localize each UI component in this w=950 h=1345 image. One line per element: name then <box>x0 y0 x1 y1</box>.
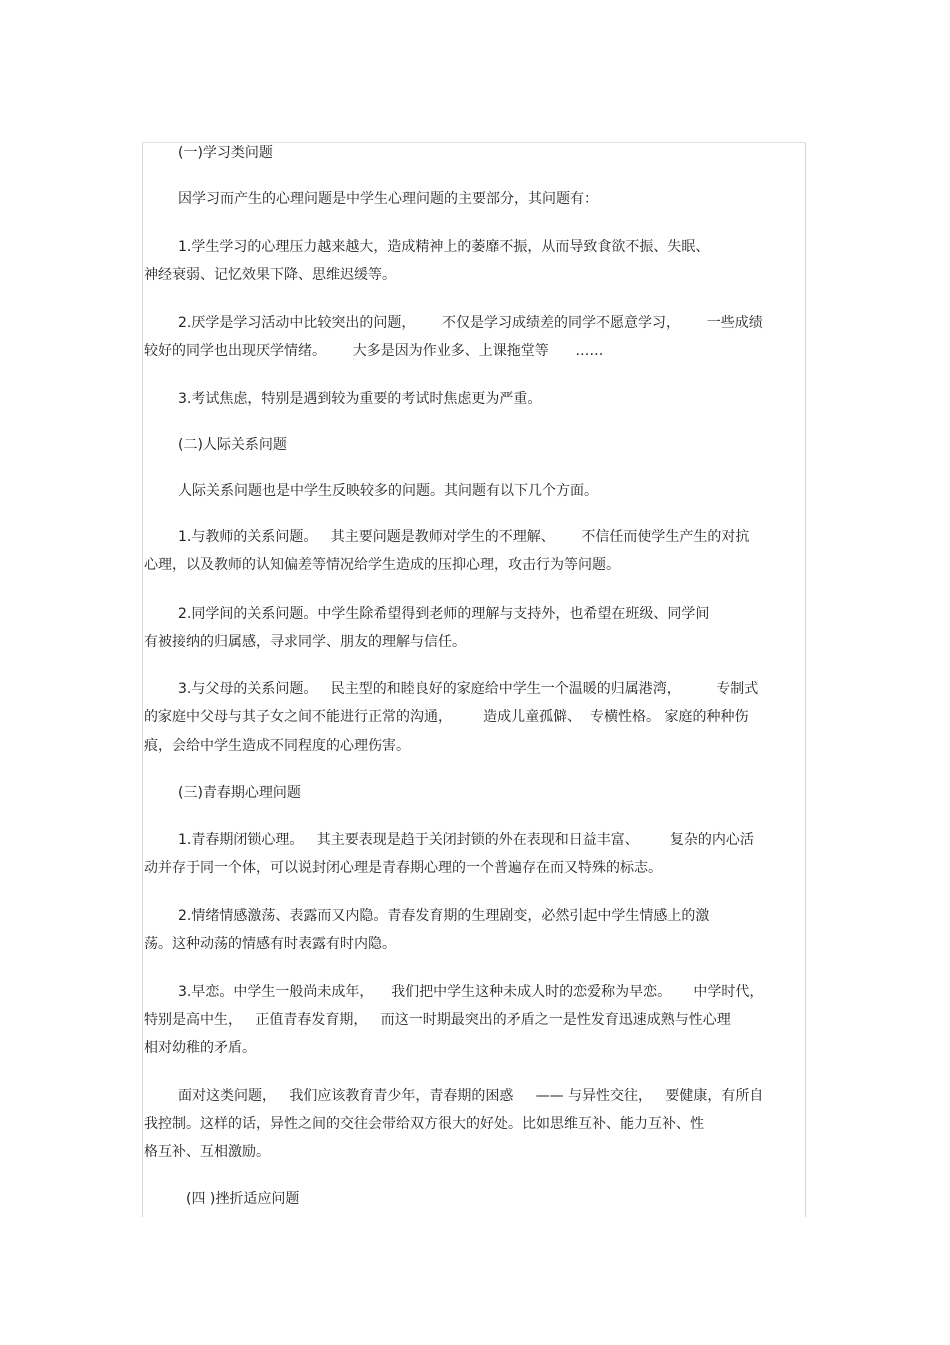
list-item-line: 2.情绪情感激荡、表露而又内隐。青春发育期的生理剧变，必然引起中学生情感上的激 <box>178 908 710 924</box>
list-item-line: 有被接纳的归属感，寻求同学、朋友的理解与信任。 <box>144 634 466 650</box>
paragraph: 因学习而产生的心理问题是中学生心理问题的主要部分，其问题有： <box>178 191 598 207</box>
list-item-line: 1.学生学习的心理压力越来越大，造成精神上的萎靡不振，从而导致食欲不振、失眠、 <box>178 239 710 255</box>
list-item-line: 较好的同学也出现厌学情绪。 大多是因为作业多、上课拖堂等 …… <box>144 343 604 359</box>
section-heading-2: (二)人际关系问题 <box>178 437 287 453</box>
list-item-line: 特别是高中生， 正值青春发育期， 而这一时期最突出的矛盾之一是性发育迅速成熟与性心理 <box>144 1012 731 1028</box>
paragraph: 人际关系问题也是中学生反映较多的问题。其问题有以下几个方面。 <box>178 483 598 499</box>
section-heading-4: (四 )挫折适应问题 <box>186 1191 300 1207</box>
list-item-line: 动并存于同一个体，可以说封闭心理是青春期心理的一个普遍存在而又特殊的标志。 <box>144 860 662 876</box>
list-item-line: 3.考试焦虑，特别是遇到较为重要的考试时焦虑更为严重。 <box>178 391 542 407</box>
paragraph: 面对这类问题， 我们应该教育青少年，青春期的困惑 —— 与异性交往， 要健康，有所自 <box>178 1088 764 1104</box>
list-item-line: 心理，以及教师的认知偏差等情况给学生造成的压抑心理，攻击行为等问题。 <box>144 557 620 573</box>
list-item-line: 荡。这种动荡的情感有时表露有时内隐。 <box>144 936 396 952</box>
list-item-line: 痕，会给中学生造成不同程度的心理伤害。 <box>144 738 410 754</box>
list-item-line: 相对幼稚的矛盾。 <box>144 1040 256 1056</box>
section-heading-1: (一)学习类问题 <box>178 145 273 161</box>
paragraph: 格互补、互相激励。 <box>144 1144 270 1160</box>
list-item-line: 2.厌学是学习活动中比较突出的问题， 不仅是学习成绩差的同学不愿意学习， 一些成绩 <box>178 315 763 331</box>
list-item-line: 1.与教师的关系问题。 其主要问题是教师对学生的不理解、 不信任而使学生产生的对抗 <box>178 529 750 545</box>
paragraph: 我控制。这样的话，异性之间的交往会带给双方很大的好处。比如思维互补、能力互补、性 <box>144 1116 704 1132</box>
list-item-line: 1.青春期闭锁心理。 其主要表现是趋于关闭封锁的外在表现和日益丰富、 复杂的内心活 <box>178 832 754 848</box>
list-item-line: 3.与父母的关系问题。 民主型的和睦良好的家庭给中学生一个温暖的归属港湾， 专制式 <box>178 681 759 697</box>
section-heading-3: (三)青春期心理问题 <box>178 785 301 801</box>
list-item-line: 神经衰弱、记忆效果下降、思维迟缓等。 <box>144 267 396 283</box>
list-item-line: 3.早恋。中学生一般尚未成年， 我们把中学生这种未成人时的恋爱称为早恋。 中学时代， <box>178 984 764 1000</box>
list-item-line: 2.同学间的关系问题。中学生除希望得到老师的理解与支持外，也希望在班级、同学间 <box>178 606 710 622</box>
list-item-line: 的家庭中父母与其子女之间不能进行正常的沟通， 造成儿童孤僻、 专横性格。 家庭的种种伤 <box>144 709 749 725</box>
